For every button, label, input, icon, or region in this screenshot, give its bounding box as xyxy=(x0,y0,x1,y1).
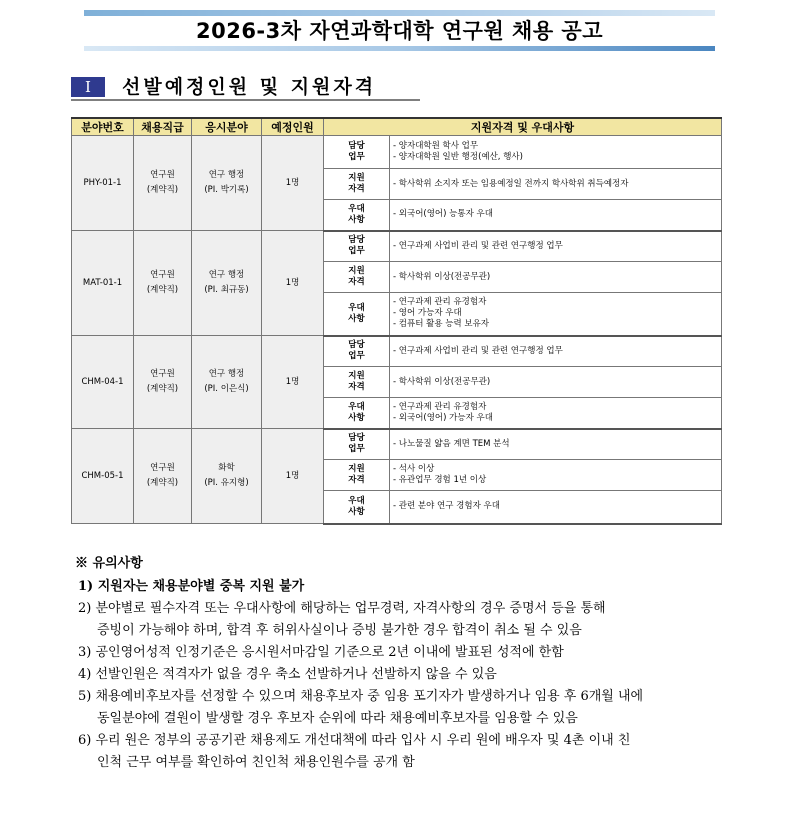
table-row xyxy=(72,336,722,367)
detail-label-cell xyxy=(324,367,390,398)
detail-label: 우대 xyxy=(348,302,365,313)
detail-label: 지원 xyxy=(348,371,365,381)
detail-text-cell xyxy=(390,262,722,293)
rank-cell xyxy=(134,136,192,231)
table-body xyxy=(72,136,722,524)
rank-cell xyxy=(134,336,192,429)
position-code: MAT-01-1 xyxy=(82,277,123,288)
detail-label: 업무 xyxy=(348,444,365,455)
header-code: 분야번호 xyxy=(72,118,134,136)
detail-item: - 관련 분야 연구 경험자 우대 xyxy=(393,501,500,512)
detail-label: 담당 xyxy=(348,340,365,351)
note-item: 1) 지원자는 채용분야별 중복 지원 불가 xyxy=(78,579,305,594)
detail-label: 우대 xyxy=(348,203,365,214)
detail-label-cell xyxy=(324,262,390,293)
detail-label: 업무 xyxy=(348,351,365,362)
detail-label: 사항 xyxy=(348,313,365,324)
detail-label-cell xyxy=(324,136,390,169)
rank-line: 연구원 xyxy=(150,463,175,473)
note-item: 5) 채용예비후보자를 선정할 수 있으며 채용후보자 중 임용 포기자가 발생하거나 임용 후 6개월 내에 xyxy=(78,689,644,704)
detail-item: - 나노물질 얇음 계면 TEM 분석 xyxy=(393,438,510,449)
detail-label: 지원 xyxy=(348,464,365,474)
note-item: 2) 분야별로 필수자격 또는 우대사항에 해당하는 업무경력, 자격사항의 경우 증명서 등을 통해 xyxy=(78,601,606,616)
headcount: 1명 xyxy=(285,470,300,481)
detail-label: 자격 xyxy=(348,475,365,485)
note-item-continued: 증빙이 가능해야 하며, 합격 후 허위사실이나 증빙 불가한 경우 합격이 취소 될 수 있음 xyxy=(97,623,582,638)
position-code-cell xyxy=(72,429,134,524)
detail-label-cell xyxy=(324,460,390,491)
rank-cell xyxy=(134,429,192,524)
field-cell xyxy=(192,336,262,429)
detail-text-cell xyxy=(390,231,722,262)
table-row xyxy=(72,429,722,460)
detail-item: - 외국어(영어) 가능자 우대 xyxy=(393,412,493,423)
page-title: 2026-3차 자연과학대학 연구원 채용 공고 xyxy=(195,19,604,43)
position-code: CHM-05-1 xyxy=(81,470,124,481)
field-cell xyxy=(192,136,262,231)
detail-item: - 연구과제 사업비 관리 및 관련 연구행정 업무 xyxy=(393,345,563,356)
detail-label-cell xyxy=(324,398,390,429)
rank-line: (계약직) xyxy=(146,384,179,394)
detail-text-cell xyxy=(390,200,722,231)
headcount: 1명 xyxy=(285,177,300,188)
detail-item: - 컴퓨터 활용 능력 보유자 xyxy=(393,319,489,330)
detail-item: - 석사 이상 xyxy=(393,464,435,474)
rank-line: (계약직) xyxy=(146,478,179,488)
detail-label-cell xyxy=(324,169,390,200)
detail-item: - 양자대학원 학사 업무 xyxy=(393,141,479,151)
detail-item: - 연구과제 관리 유경험자 xyxy=(393,297,487,308)
field-line: 화학 xyxy=(218,463,235,473)
detail-item: - 양자대학원 일반 행정(예산, 행사) xyxy=(393,152,523,162)
position-code: CHM-04-1 xyxy=(81,376,124,387)
detail-label-cell xyxy=(324,293,390,336)
table-row xyxy=(72,231,722,262)
detail-label: 자격 xyxy=(348,184,365,194)
detail-item: - 외국어(영어) 능통자 우대 xyxy=(393,209,493,220)
detail-text-cell xyxy=(390,293,722,336)
count-cell xyxy=(262,231,324,336)
detail-text-cell xyxy=(390,136,722,169)
detail-item: - 연구과제 사업비 관리 및 관련 연구행정 업무 xyxy=(393,240,563,251)
detail-label-cell xyxy=(324,491,390,524)
detail-item: - 연구과제 관리 유경험자 xyxy=(393,401,487,412)
detail-item: - 학사학위 이상(전공무관) xyxy=(393,376,491,387)
detail-label: 담당 xyxy=(348,235,365,246)
detail-item: - 학사학위 이상(전공무관) xyxy=(393,271,491,282)
field-line: (PI. 이은식) xyxy=(204,384,249,394)
rank-line: 연구원 xyxy=(150,270,175,280)
detail-label: 지원 xyxy=(348,173,365,183)
detail-text-cell xyxy=(390,367,722,398)
note-item-continued: 인척 근무 여부를 확인하여 친인척 채용인원수를 공개 함 xyxy=(97,755,415,770)
count-cell xyxy=(262,136,324,231)
detail-text-cell xyxy=(390,491,722,524)
detail-label: 업무 xyxy=(348,246,365,257)
section-title: 선발예정인원 및 지원자격 xyxy=(122,76,377,98)
detail-label: 지원 xyxy=(348,266,365,276)
header-field: 응시분야 xyxy=(192,118,262,136)
rank-line: 연구원 xyxy=(150,170,175,180)
detail-label-cell xyxy=(324,336,390,367)
recruitment-table xyxy=(71,117,722,525)
position-code: PHY-01-1 xyxy=(83,177,122,188)
table-row xyxy=(72,136,722,169)
note-item-continued: 동일분야에 결원이 발생할 경우 후보자 순위에 따라 채용예비후보자를 임용할 수 있음 xyxy=(97,711,578,726)
detail-text-cell xyxy=(390,398,722,429)
detail-label: 사항 xyxy=(348,214,365,225)
note-item: 4) 선발인원은 적격자가 없을 경우 축소 선발하거나 선발하지 않을 수 있음 xyxy=(78,667,497,682)
section-underline xyxy=(71,99,420,101)
detail-item: - 영어 가능자 우대 xyxy=(393,308,462,319)
position-code-cell xyxy=(72,136,134,231)
position-code-cell xyxy=(72,231,134,336)
field-line: 연구 행정 xyxy=(208,270,245,280)
detail-text-cell xyxy=(390,429,722,460)
rank-line: (계약직) xyxy=(146,185,179,195)
detail-label: 사항 xyxy=(348,506,365,517)
header-count: 예정인원 xyxy=(262,118,324,136)
header-qualifications: 지원자격 및 우대사항 xyxy=(324,118,722,136)
note-item: 3) 공인영어성적 인정기준은 응시원서마감일 기준으로 2년 이내에 발표된 성적에 한함 xyxy=(78,645,564,660)
header-rank: 채용직급 xyxy=(134,118,192,136)
note-item: 6) 우리 원은 정부의 공공기관 채용제도 개선대책에 따라 입사 시 우리 원에 배우자 및 4촌 이내 친 xyxy=(78,733,631,748)
notes-section xyxy=(75,552,755,770)
field-cell xyxy=(192,231,262,336)
detail-item: - 유관업무 경험 1년 이상 xyxy=(393,475,487,485)
detail-label: 담당 xyxy=(348,141,365,151)
count-cell xyxy=(262,429,324,524)
detail-label: 우대 xyxy=(348,401,365,412)
detail-label: 자격 xyxy=(348,277,365,287)
table-header-row xyxy=(72,118,722,136)
field-line: 연구 행정 xyxy=(208,369,245,379)
detail-text-cell xyxy=(390,336,722,367)
headcount: 1명 xyxy=(285,277,300,288)
count-cell xyxy=(262,336,324,429)
title-bar-bottom-decoration xyxy=(84,46,715,51)
rank-line: (계약직) xyxy=(146,285,179,295)
field-line: (PI. 최규동) xyxy=(204,285,249,295)
rank-cell xyxy=(134,231,192,336)
detail-label: 자격 xyxy=(348,382,365,392)
field-line: (PI. 박기록) xyxy=(204,185,249,195)
position-code-cell xyxy=(72,336,134,429)
rank-line: 연구원 xyxy=(150,369,175,379)
section-number-badge: I xyxy=(71,77,105,97)
detail-label: 담당 xyxy=(348,433,365,444)
detail-label-cell xyxy=(324,231,390,262)
detail-item: - 학사학위 소지자 또는 임용예정일 전까지 학사학위 취득예정자 xyxy=(393,178,629,189)
field-cell xyxy=(192,429,262,524)
detail-label: 사항 xyxy=(348,412,365,423)
notes-heading: ※ 유의사항 xyxy=(75,556,143,571)
detail-label: 업무 xyxy=(348,152,365,162)
headcount: 1명 xyxy=(285,376,300,387)
detail-label: 우대 xyxy=(348,495,365,506)
detail-label-cell xyxy=(324,200,390,231)
field-line: (PI. 유지형) xyxy=(204,478,249,488)
detail-text-cell xyxy=(390,460,722,491)
detail-label-cell xyxy=(324,429,390,460)
detail-text-cell xyxy=(390,169,722,200)
field-line: 연구 행정 xyxy=(208,170,245,180)
